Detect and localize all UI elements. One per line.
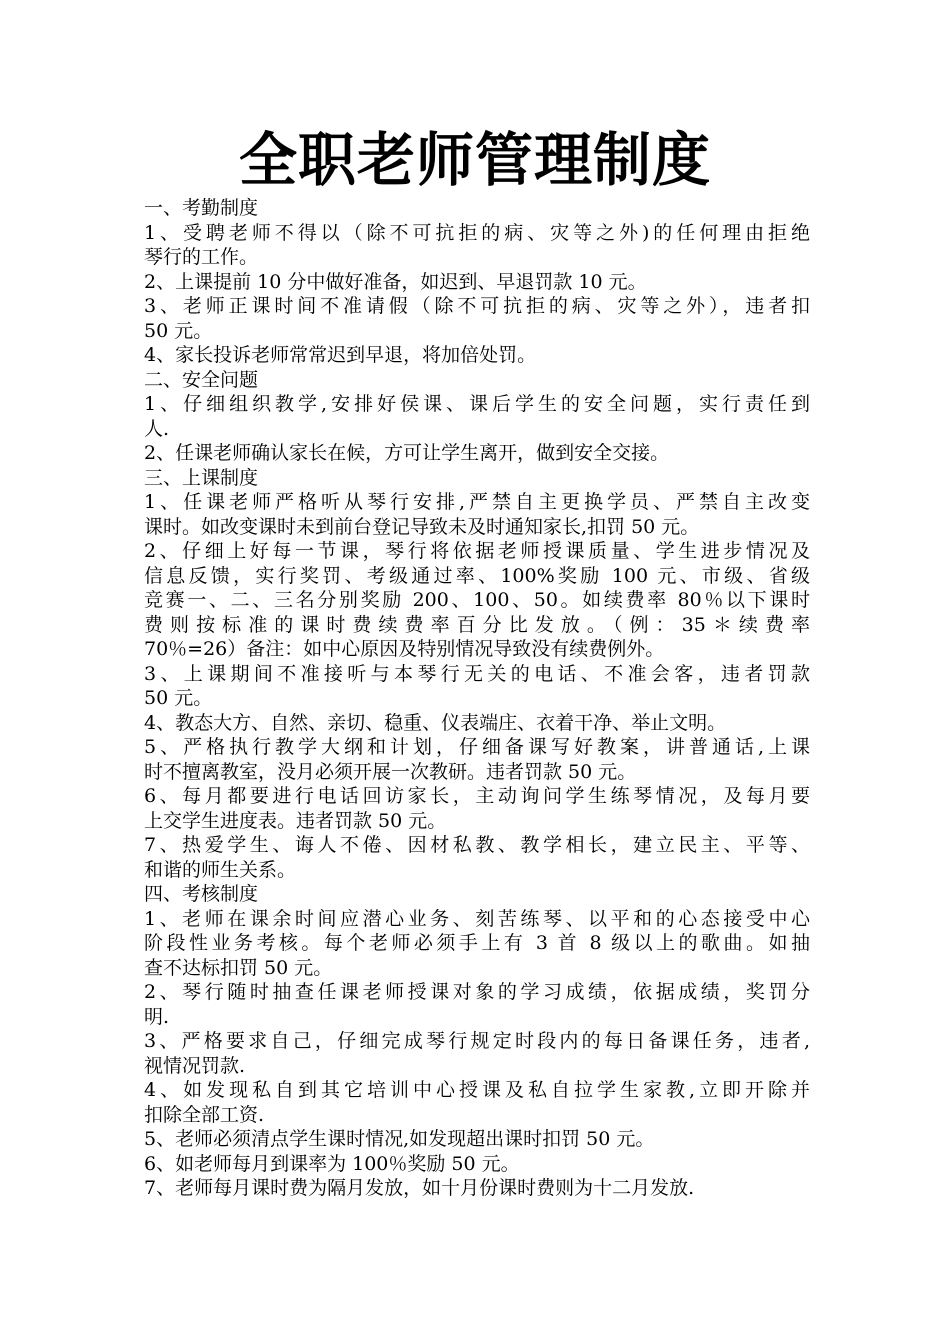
text-line: 50 元。	[144, 319, 213, 342]
text-line: 3、严格要求自己，仔细完成琴行规定时段内的每日备课任务，违者,	[144, 1030, 810, 1052]
text-line: 7、老师每月课时费为隔月发放，如十月份课时费则为十二月发放.	[144, 1177, 695, 1199]
text-line: 3、上课期间不准接听与本琴行无关的电话、不准会客，违者罚款	[144, 662, 810, 685]
text-line: 明.	[144, 1005, 170, 1028]
text-line: 查不达标扣罚 50 元。	[144, 956, 333, 979]
text-line: 2、上课提前 10 分中做好准备，如迟到、早退罚款 10 元。	[144, 270, 647, 293]
text-line: 竞赛一、二、三名分别奖励 200、100、50。如续费率 80％以下课时	[144, 589, 810, 611]
text-line: 1、任课老师严格听从琴行安排,严禁自主更换学员、严禁自主改变	[144, 491, 810, 513]
text-line: 课时。如改变课时未到前台登记导致未及时通知家长,扣罚 50 元。	[144, 515, 700, 538]
text-line: 4、如发现私自到其它培训中心授课及私自拉学生家教,立即开除并	[144, 1079, 810, 1101]
text-line: 6、如老师每月到课率为 100％奖励 50 元。	[144, 1152, 520, 1175]
section-heading-classes: 三、上课制度	[144, 466, 259, 489]
document-body	[144, 196, 810, 1201]
text-line: 扣除全部工资.	[144, 1103, 265, 1126]
text-line: 2、任课老师确认家长在候，方可让学生离开，做到安全交接。	[144, 442, 670, 464]
text-line: 信息反馈，实行奖罚、考级通过率、100%奖励 100 元、市级、省级	[144, 564, 810, 587]
text-line: 视情况罚款.	[144, 1054, 246, 1077]
text-line: 70％=26）备注：如中心原因及特别情况导致没有续费例外。	[144, 638, 665, 660]
text-line: 5、严格执行教学大纲和计划，仔细备课写好教案，讲普通话,上课	[144, 736, 810, 758]
text-line: 5、老师必须清点学生课时情况,如发现超出课时扣罚 50 元。	[144, 1128, 655, 1150]
section-heading-safety: 二、安全问题	[144, 368, 259, 391]
text-line: 琴行的工作。	[144, 246, 259, 268]
section-heading-attendance: 一、考勤制度	[144, 197, 259, 219]
text-line: 上交学生进度表。违者罚款 50 元。	[144, 809, 447, 832]
text-line: 4、教态大方、自然、亲切、稳重、仪表端庄、衣着干净、举止文明。	[144, 711, 727, 734]
text-line: 2、琴行随时抽查任课老师授课对象的学习成绩，依据成绩，奖罚分	[144, 981, 810, 1003]
text-line: 1、仔细组织教学,安排好侯课、课后学生的安全问题，实行责任到	[144, 393, 810, 415]
document-title: 全职老师管理制度	[238, 126, 711, 194]
section-heading-assessment: 四、考核制度	[144, 883, 259, 905]
text-line: 3、老师正课时间不准请假（除不可抗拒的病、灾等之外），违者扣	[144, 295, 810, 317]
text-line: 1、受聘老师不得以（除不可抗拒的病、灾等之外)的任何理由拒绝	[144, 221, 810, 244]
text-line: 人.	[144, 417, 170, 440]
text-line: 1、老师在课余时间应潜心业务、刻苦练琴、以平和的心态接受中心	[144, 907, 810, 930]
text-line: 阶段性业务考核。每个老师必须手上有 3 首 8 级以上的歌曲。如抽	[144, 932, 810, 954]
text-line: 时不擅离教室，没月必须开展一次教研。违者罚款 50 元。	[144, 760, 637, 783]
text-line: 费则按标准的课时费续费率百分比发放。（例：35＊续费率	[144, 613, 810, 636]
text-line: 4、家长投诉老师常常迟到早退，将加倍处罚。	[144, 344, 537, 366]
text-line: 2、仔细上好每一节课，琴行将依据老师授课质量、学生进步情况及	[144, 540, 810, 562]
text-line: 6、每月都要进行电话回访家长，主动询问学生练琴情况，及每月要	[144, 785, 810, 807]
text-line: 50 元。	[144, 687, 213, 709]
text-line: 和谐的师生关系。	[144, 858, 297, 881]
text-line: 7、热爱学生、诲人不倦、因材私教、教学相长，建立民主、平等、	[144, 834, 810, 856]
